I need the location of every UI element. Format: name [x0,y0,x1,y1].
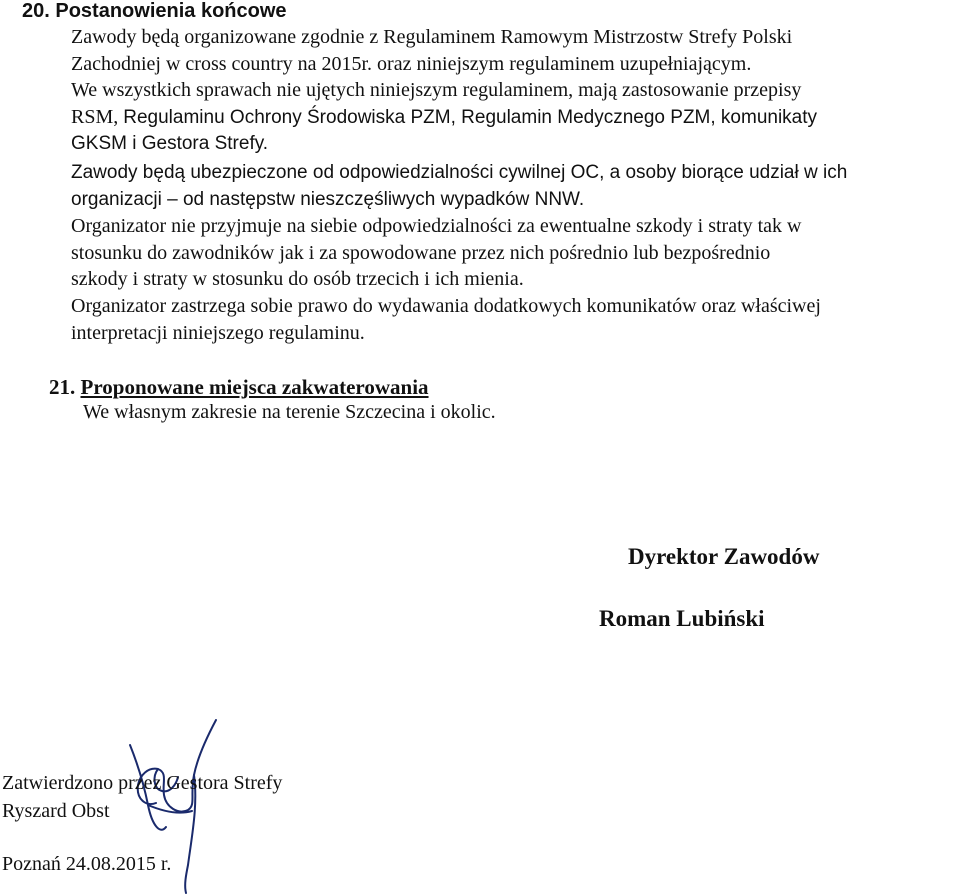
text-run-sans: Regulaminu Ochrony Środowiska PZM, Regulamin Medycznego PZM, komunikaty [123,106,818,128]
paragraph-regulations [71,24,959,77]
paragraph-organizer-rights [71,293,959,346]
text-line: stosunku do zawodników jak i za spowodowane przez nich pośrednio lub bezpośrednio [71,241,771,264]
approval-line: Zatwierdzono przez Gestora Strefy [2,772,283,794]
text-run: RSM, [71,105,124,128]
text-line: szkody i straty w stosunku do osób trzecich i ich mienia. [71,268,524,291]
text-line: organizacji – od następstw nieszczęśliwych wypadków NNW. [71,188,585,210]
section-21-text: We własnym zakresie na terenie Szczecina i okolic. [83,401,496,423]
director-name: Roman Lubiński [599,606,765,631]
text-line: Zawody będą organizowane zgodnie z Regulaminem Ramowym Mistrzostw Strefy Polski [71,26,793,48]
text-line: interpretacji niniejszego regulaminu. [71,321,365,344]
paragraph-applicable-rules [71,77,959,158]
section-20-title: Postanowienia końcowe [55,0,287,22]
approval-date: Poznań 24.08.2015 r. [2,853,172,875]
section-21-heading [49,375,429,400]
text-line: Organizator nie przyjmuje na siebie odpowiedzialności za ewentualne szkody i straty tak w [71,215,802,237]
approver-name: Ryszard Obst [2,800,110,822]
section-20-number: 20. [22,0,50,22]
text-line: Organizator zastrzega sobie prawo do wydawania dodatkowych komunikatów oraz właściwej [71,295,821,317]
section-21-title: Proponowane miejsca zakwaterowania [80,375,429,399]
paragraph-liability [71,213,959,293]
director-role: Dyrektor Zawodów [628,544,820,569]
section-21-number: 21. [49,375,76,399]
text-line: Zawody będą ubezpieczone od odpowiedzialności cywilnej OC, a osoby biorące udział w ich [71,162,848,183]
section-20-heading [22,0,287,23]
text-line: Zachodniej w cross country na 2015r. oraz niniejszym regulaminem uzupełniającym. [71,52,752,75]
text-line: We wszystkich sprawach nie ujętych niniejszym regulaminem, mają zastosowanie przepisy [71,79,802,101]
paragraph-insurance [71,160,959,213]
text-line-mixed [71,104,959,132]
text-line: GKSM i Gestora Strefy. [71,133,269,155]
